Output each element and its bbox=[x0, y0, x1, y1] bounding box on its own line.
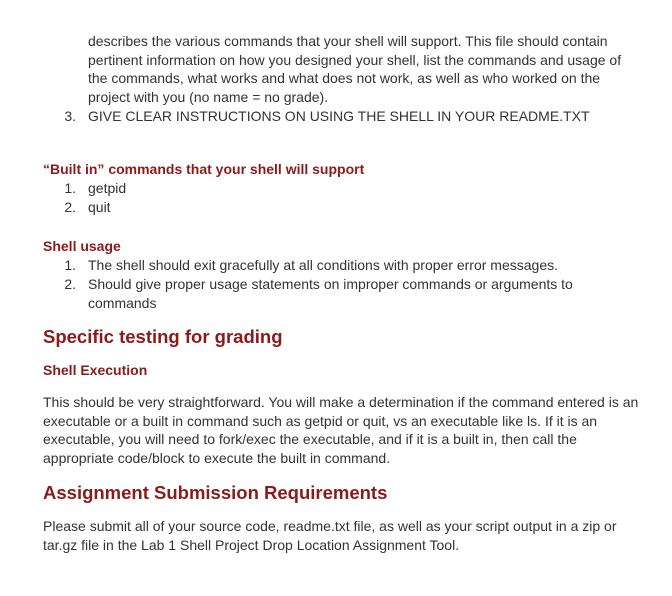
paragraph-line: executable or a built in command such as getpid or quit, vs an executable like ls. If it is an bbox=[43, 412, 598, 429]
paragraph-line: executable, you will need to fork/exec the executable, and if it is a built in, then call the bbox=[43, 431, 577, 448]
list-item-getpid bbox=[0, 179, 672, 199]
list-item-readme-instructions bbox=[0, 107, 672, 127]
list-item-usage-statements bbox=[0, 275, 672, 315]
list-number: 1. bbox=[64, 180, 76, 196]
readme-description-line: pertinent information on how you designed your shell, list the commands and usage of bbox=[88, 51, 622, 68]
builtin-commands-heading: “Built in” commands that your shell will support bbox=[43, 161, 365, 177]
list-item-text: Should give proper usage statements on improper commands or arguments to bbox=[88, 276, 573, 292]
readme-description bbox=[88, 32, 621, 107]
paragraph-line: Please submit all of your source code, readme.txt file, as well as your script output in a zip or bbox=[43, 518, 617, 534]
list-number: 1. bbox=[64, 257, 76, 273]
paragraph-line: tar.gz file in the Lab 1 Shell Project Drop Location Assignment Tool. bbox=[43, 536, 460, 553]
list-number: 3. bbox=[64, 108, 76, 124]
readme-description-line: describes the various commands that your shell will support. This file should contain bbox=[88, 33, 608, 49]
list-item-exit-gracefully bbox=[0, 256, 672, 276]
list-number: 2. bbox=[64, 276, 76, 292]
readme-description-line: project with you (no name = no grade). bbox=[88, 89, 329, 106]
shell-execution-heading: Shell Execution bbox=[43, 362, 148, 378]
list-number: 2. bbox=[64, 199, 76, 215]
shell-execution-paragraph bbox=[43, 393, 638, 468]
readme-description-line: the commands, what works and what does not work, as well as who worked on the bbox=[88, 70, 601, 87]
shell-usage-heading: Shell usage bbox=[43, 238, 121, 254]
paragraph-line: appropriate code/block to execute the built in command. bbox=[43, 450, 391, 467]
list-item-text: getpid bbox=[88, 180, 127, 196]
paragraph-line: This should be very straightforward. You will make a determination if the command entered is an bbox=[43, 394, 639, 410]
list-item-quit bbox=[0, 198, 672, 218]
testing-heading: Specific testing for grading bbox=[43, 326, 283, 347]
list-item-text: quit bbox=[88, 199, 111, 215]
list-item-text: commands bbox=[88, 295, 157, 311]
submission-paragraph bbox=[43, 517, 617, 554]
list-item-text: GIVE CLEAR INSTRUCTIONS ON USING THE SHELL IN YOUR README.TXT bbox=[88, 108, 590, 124]
submission-heading: Assignment Submission Requirements bbox=[43, 482, 388, 503]
list-item-text: The shell should exit gracefully at all conditions with proper error messages. bbox=[88, 257, 559, 273]
